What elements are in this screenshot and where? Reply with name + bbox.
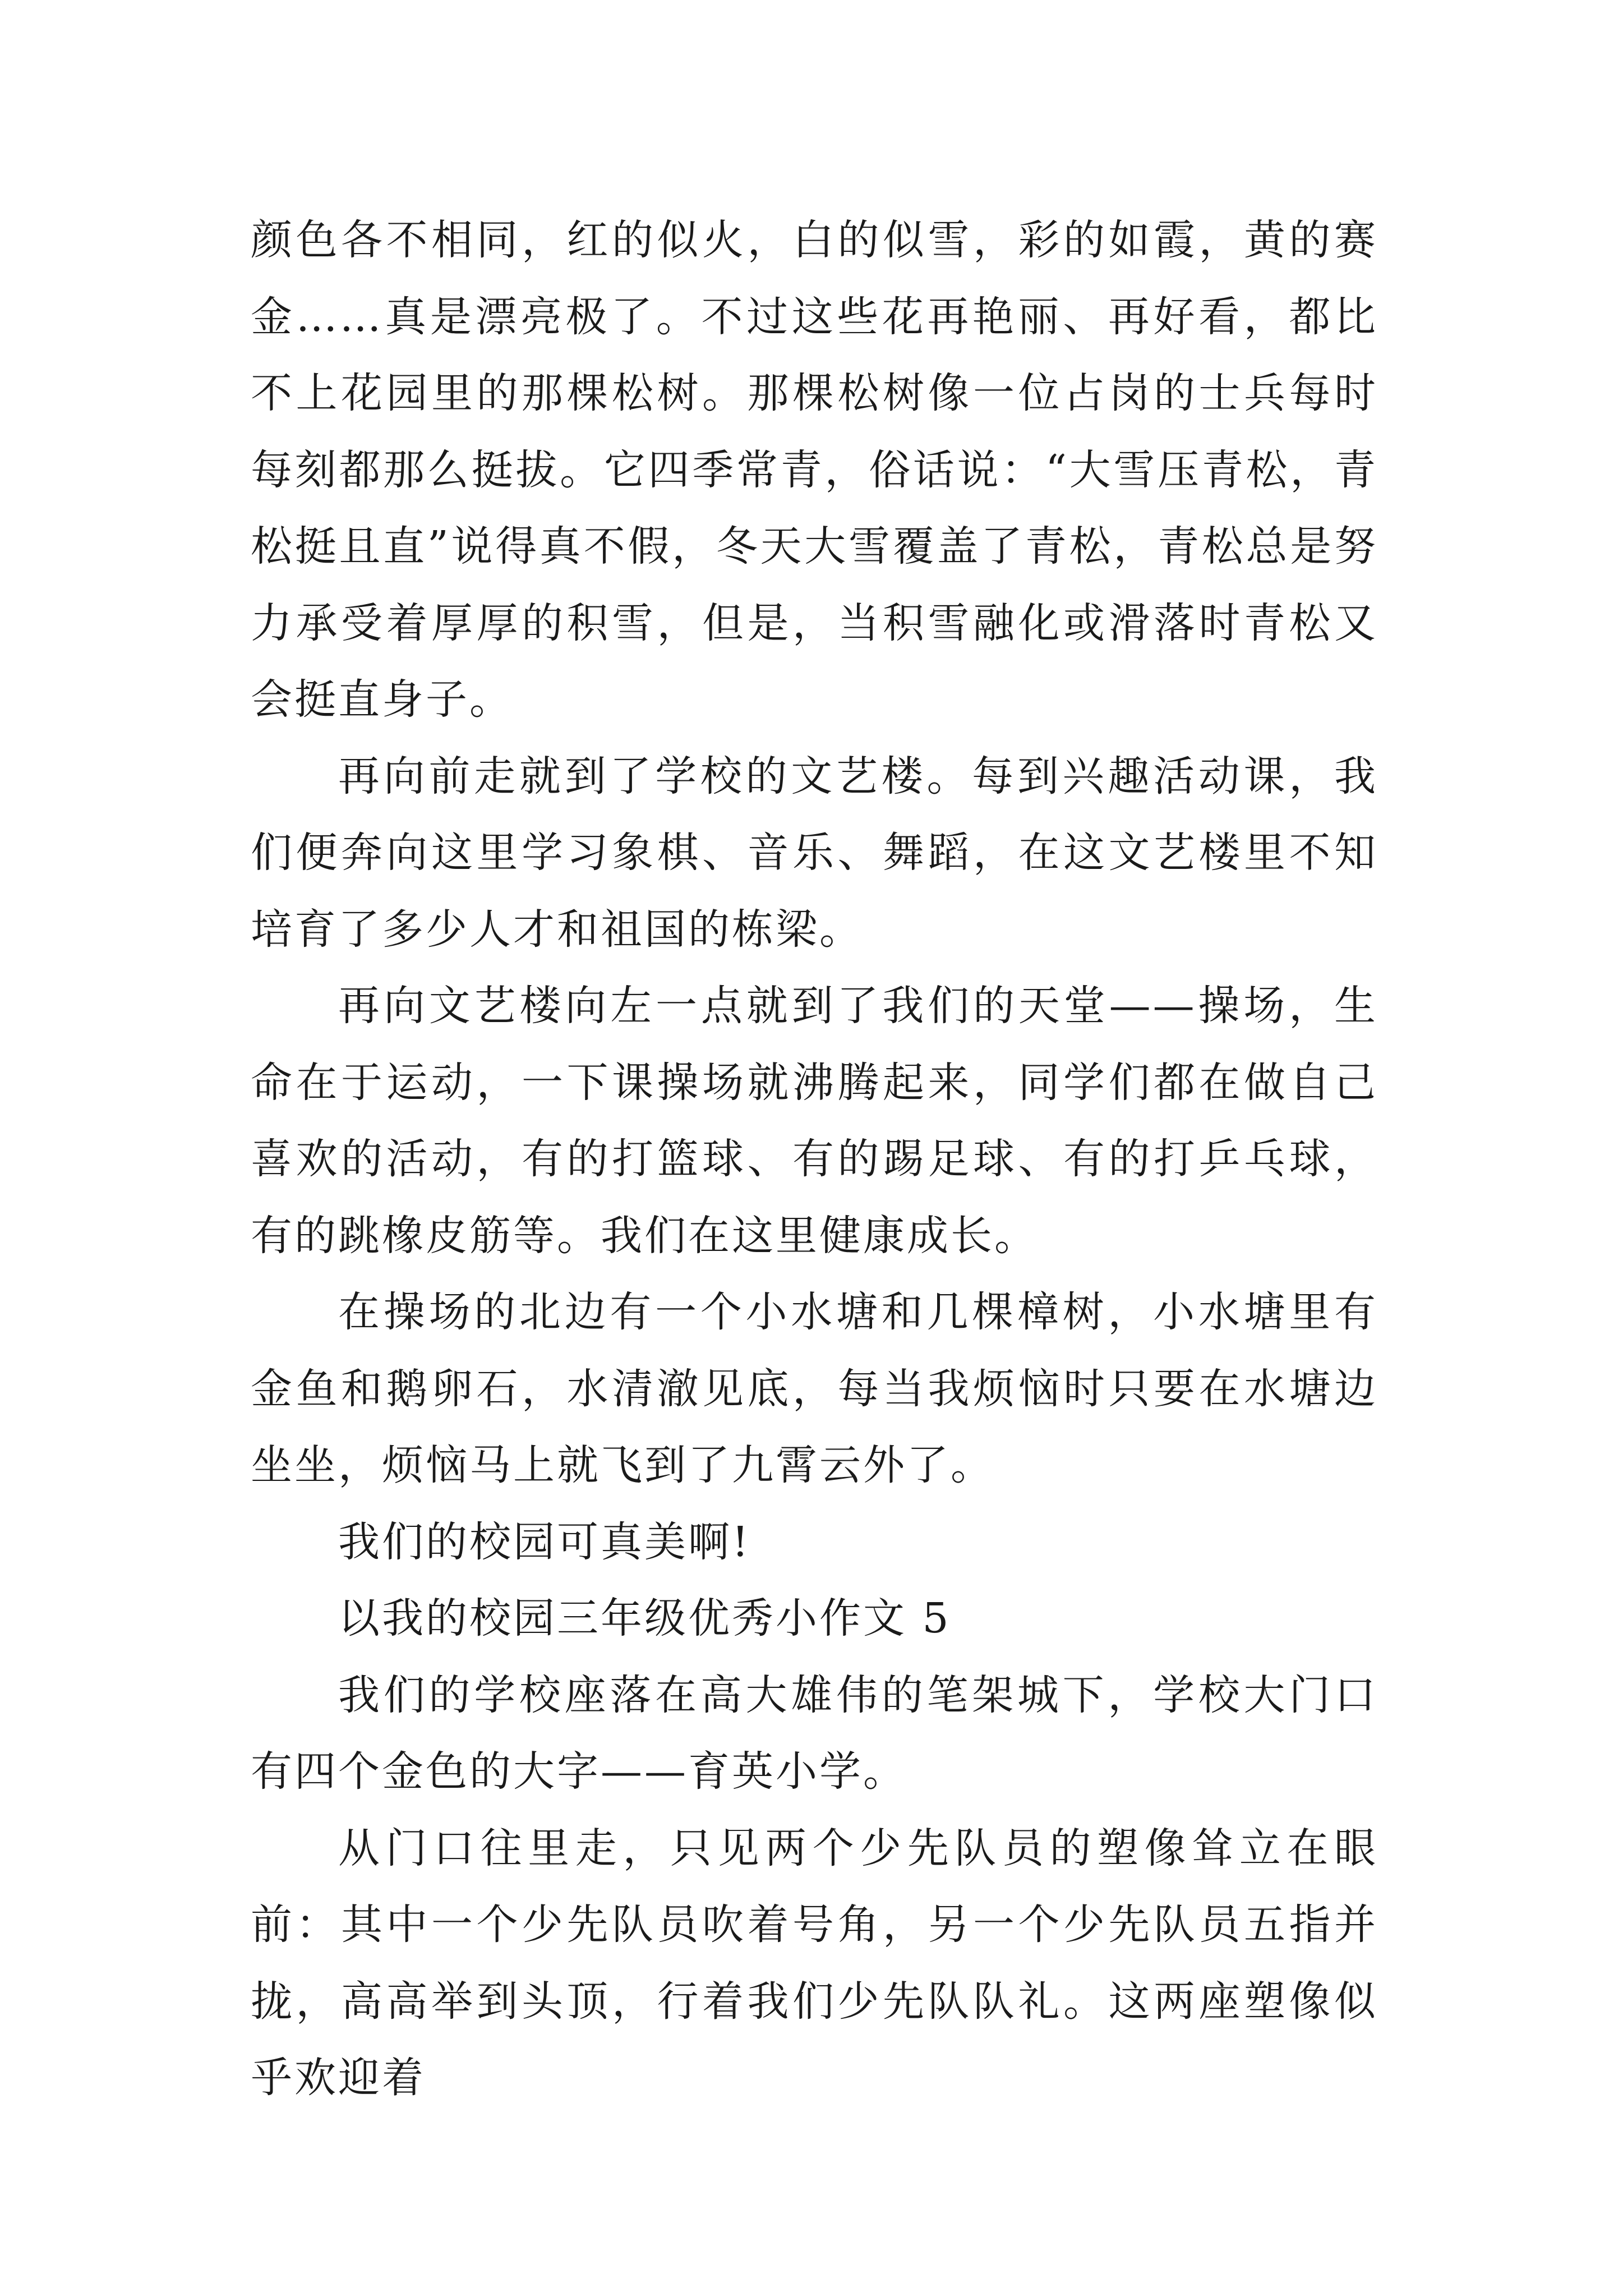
- paragraph-continued: 颜色各不相同，红的似火，白的似雪，彩的如霞，黄的赛金……真是漂亮极了。不过这些花再艳丽、再好看，都比不上花园里的那棵松树。那棵松树像一位占岗的士兵每时每刻都那么挺拔。它四季常青，俗话说：“大雪压青松，青松挺且直”说得真不假，冬天大雪覆盖了青松，青松总是努力承受着厚厚的积雪，但是，当积雪融化或滑落时青松又会挺直身子。: [251, 216, 1378, 724]
- paragraph-school-gate: 我们的学校座落在高大雄伟的笔架城下，学校大门口有四个金色的大字——育英小学。: [251, 1671, 1378, 1796]
- paragraph-playground: 再向文艺楼向左一点就到了我们的天堂——操场，生命在于运动，一下课操场就沸腾起来，同学们都在做自己喜欢的活动，有的打篮球、有的踢足球、有的打乒乓球，有的跳橡皮筋等。我们在这里健康成长。: [251, 982, 1378, 1260]
- section-heading: 以我的校园三年级优秀小作文 5: [338, 1594, 951, 1642]
- paragraph-exclamation: 我们的校园可真美啊!: [338, 1517, 751, 1566]
- paragraph-pond: 在操场的北边有一个小水塘和几棵樟树，小水塘里有金鱼和鹅卵石，水清澈见底，每当我烦恼时只要在水塘边坐坐，烦恼马上就飞到了九霄云外了。: [251, 1288, 1378, 1489]
- body-text: [251, 202, 1378, 2116]
- paragraph-statues: 从门口往里走，只见两个少先队员的塑像耸立在眼前：其中一个少先队员吹着号角，另一个少先队员五指并拢，高高举到头顶，行着我们少先队队礼。这两座塑像似乎欢迎着: [251, 1824, 1378, 2102]
- paragraph-arts-building: 再向前走就到了学校的文艺楼。每到兴趣活动课，我们便奔向这里学习象棋、音乐、舞蹈，在这文艺楼里不知培育了多少人才和祖国的栋梁。: [251, 752, 1378, 954]
